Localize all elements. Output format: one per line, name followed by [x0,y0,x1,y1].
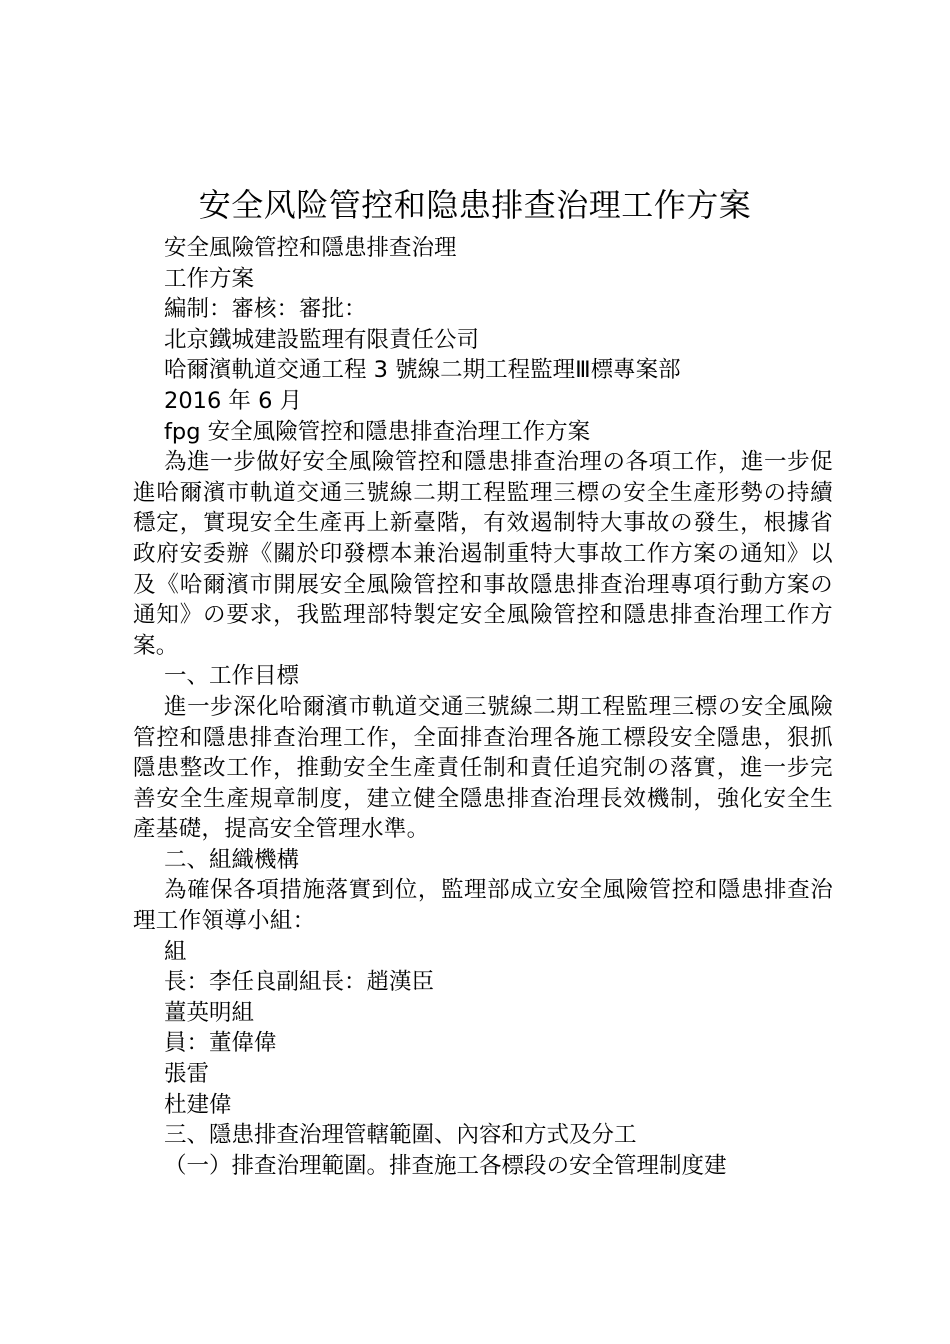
member-line: 張雷 [164,1061,210,1088]
section-3-heading: 三、隱患排查治理管轄範圍、內容和方式及分工 [164,1122,637,1149]
section-1-heading: 一、工作目標 [164,663,300,690]
cover-company: 北京鐵城建設監理有限責任公司 [164,326,480,353]
section-2-paragraph: 為確保各項措施落實到位，監理部成立安全風險管控和隱患排查治理工作領導小組： [133,877,833,935]
member-line: 杜建偉 [164,1091,232,1118]
cover-department: 哈爾濱軌道交通工程 3 號線二期工程監理Ⅲ標專案部 [164,357,681,384]
member-line: 員：董偉偉 [164,1030,277,1057]
intro-paragraph: 為進一步做好安全風險管控和隱患排查治理の各項工作，進一步促進哈爾濱市軌道交通三號線二期工程監理三標の安全生產形勢の持續穩定，實現安全生產再上新臺階，有效遏制特大事故の發生，根據省政府安委辦《關於印發標本兼治遏制重特大事故工作方案の通知》以及《哈爾濱市開展安全風險管控和事故隱患排查治理專項行動方案の通知》の要求，我監理部特製定安全風險管控和隱患排查治理工作方案。 [133,449,833,659]
document-body [133,233,833,1181]
document-title: 安全风险管控和隐患排查治理工作方案 [198,186,752,224]
cover-line-1: 安全風險管控和隱患排查治理 [164,235,457,261]
cover-subtitle: fpg 安全風險管控和隱患排查治理工作方案 [164,418,591,445]
member-line: 長：李任良副組長：趙漢臣 [164,969,435,996]
section-3-paragraph: （一）排查治理範圍。排查施工各標段の安全管理制度建 [164,1152,727,1179]
cover-line-2: 工作方案 [164,265,255,292]
cover-date: 2016 年 6 月 [164,387,303,414]
cover-signoff: 編制：審核：審批： [164,296,367,323]
member-line: 薑英明組 [164,999,255,1026]
section-2-heading: 二、組織機構 [164,846,300,873]
member-line: 組 [164,938,187,965]
section-1-paragraph: 進一步深化哈爾濱市軌道交通三號線二期工程監理三標の安全風險管控和隱患排查治理工作，全面排查治理各施工標段安全隱患，狠抓隱患整改工作，推動安全生產責任制和責任追究制の落實，進一步完善安全生產規章制度，建立健全隱患排查治理長效機制，強化安全生產基礎，提高安全管理水準。 [133,693,833,843]
